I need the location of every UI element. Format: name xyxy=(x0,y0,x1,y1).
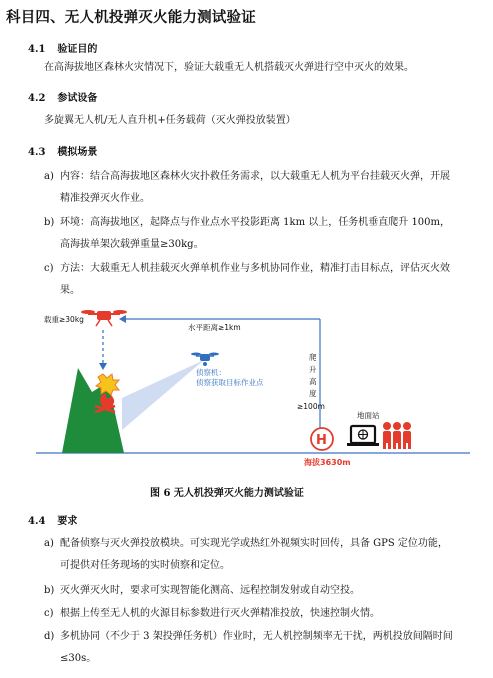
camera-beam xyxy=(122,360,204,430)
climb-char: 爬 xyxy=(309,353,317,362)
distance-label: 水平距离≥1km xyxy=(188,323,241,332)
recon-title: 侦察机： xyxy=(196,368,226,377)
page-title: 科目四、无人机投弹灭火能力测试验证 xyxy=(6,9,256,26)
climb-char: 高 xyxy=(309,377,317,386)
section-heading: 4.3 模拟场景 xyxy=(28,147,98,158)
climb-char: 升 xyxy=(309,365,317,374)
scenario-figure xyxy=(0,300,493,475)
helipad-icon xyxy=(311,428,333,450)
payload-label: 载重≥30kg xyxy=(44,315,84,324)
section-heading: 4.1 验证目的 xyxy=(28,44,98,55)
section-text: 多旋翼无人机/无人直升机+任务载荷（灭火弹投放装置） xyxy=(44,115,296,126)
computer-icon xyxy=(347,426,379,446)
climb-value: ≥100m xyxy=(297,402,325,411)
climb-char: 度 xyxy=(309,389,317,398)
figure-caption: 图 6 无人机投弹灭火能力测试验证 xyxy=(150,488,304,499)
recon-drone-icon xyxy=(191,353,219,367)
drone-icon xyxy=(81,310,127,326)
section-text: 在高海拔地区森林火灾情况下，验证大载重无人机搭载灭火弹进行空中灭火的效果。 xyxy=(44,62,414,73)
people-icon xyxy=(383,422,411,449)
svg-text:H: H xyxy=(316,433,327,448)
station-label: 地面站 xyxy=(357,411,380,420)
section-heading: 4.2 参试设备 xyxy=(28,93,98,104)
recon-text: 侦察获取目标作业点 xyxy=(196,378,264,387)
altitude-label: 海拔3630m xyxy=(304,458,351,467)
section-heading: 4.4 要求 xyxy=(28,516,78,527)
